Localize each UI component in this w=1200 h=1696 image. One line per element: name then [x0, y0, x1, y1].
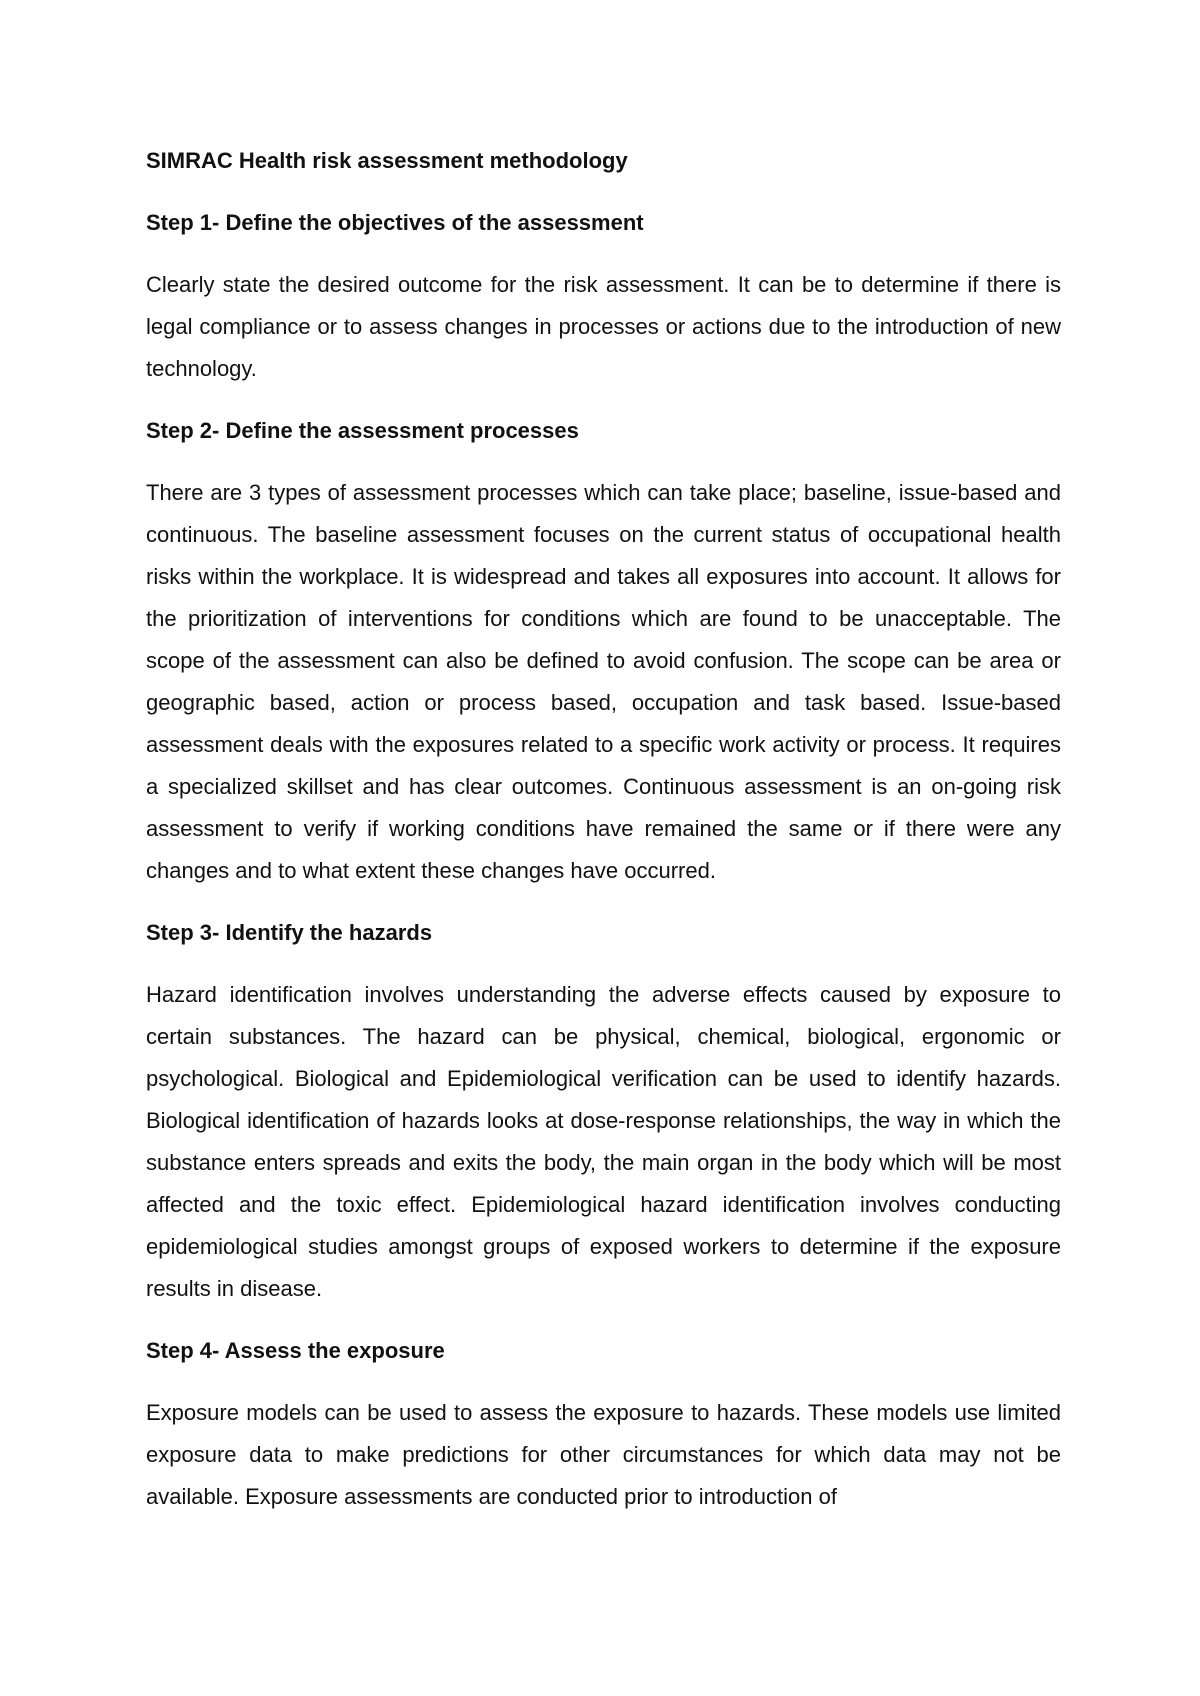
- step-1-paragraph: Clearly state the desired outcome for the risk assessment. It can be to determine if there is legal compliance or to assess changes in processes or actions due to the introduction of new technology.: [146, 272, 1061, 381]
- step-4-paragraph: Exposure models can be used to assess the exposure to hazards. These models use limited exposure data to make predictions for other circumstances for which data may not be available. Exposure assessments are conducted prior to introduction of: [146, 1400, 1061, 1509]
- step-2-heading: Step 2- Define the assessment processes: [146, 418, 579, 443]
- step-4-heading: Step 4- Assess the exposure: [146, 1338, 445, 1363]
- document-title: SIMRAC Health risk assessment methodology: [146, 148, 628, 173]
- step-1-heading: Step 1- Define the objectives of the assessment: [146, 210, 644, 235]
- step-3-heading: Step 3- Identify the hazards: [146, 920, 433, 945]
- step-3-paragraph: Hazard identification involves understanding the adverse effects caused by exposure to certain substances. The hazard can be physical, chemical, biological, ergonomic or psychological. Biological and Epidemiological verification can be used to identify hazards. Biological identification of hazards looks at dose-response relationships, the way in which the substance enters spreads and exits the body, the main organ in the body which will be most affected and the toxic effect. Epidemiological hazard identification involves conducting epidemiological studies amongst groups of exposed workers to determine if the exposure results in disease.: [146, 982, 1061, 1301]
- step-2-paragraph: There are 3 types of assessment processes which can take place; baseline, issue-based and continuous. The baseline assessment focuses on the current status of occupational health risks within the workplace. It is widespread and takes all exposures into account. It allows for the prioritization of interventions for conditions which are found to be unacceptable. The scope of the assessment can also be defined to avoid confusion. The scope can be area or geographic based, action or process based, occupation and task based. Issue-based assessment deals with the exposures related to a specific work activity or process. It requires a specialized skillset and has clear outcomes. Continuous assessment is an on-going risk assessment to verify if working conditions have remained the same or if there were any changes and to what extent these changes have occurred.: [146, 480, 1061, 883]
- document-page: [146, 140, 1061, 1538]
